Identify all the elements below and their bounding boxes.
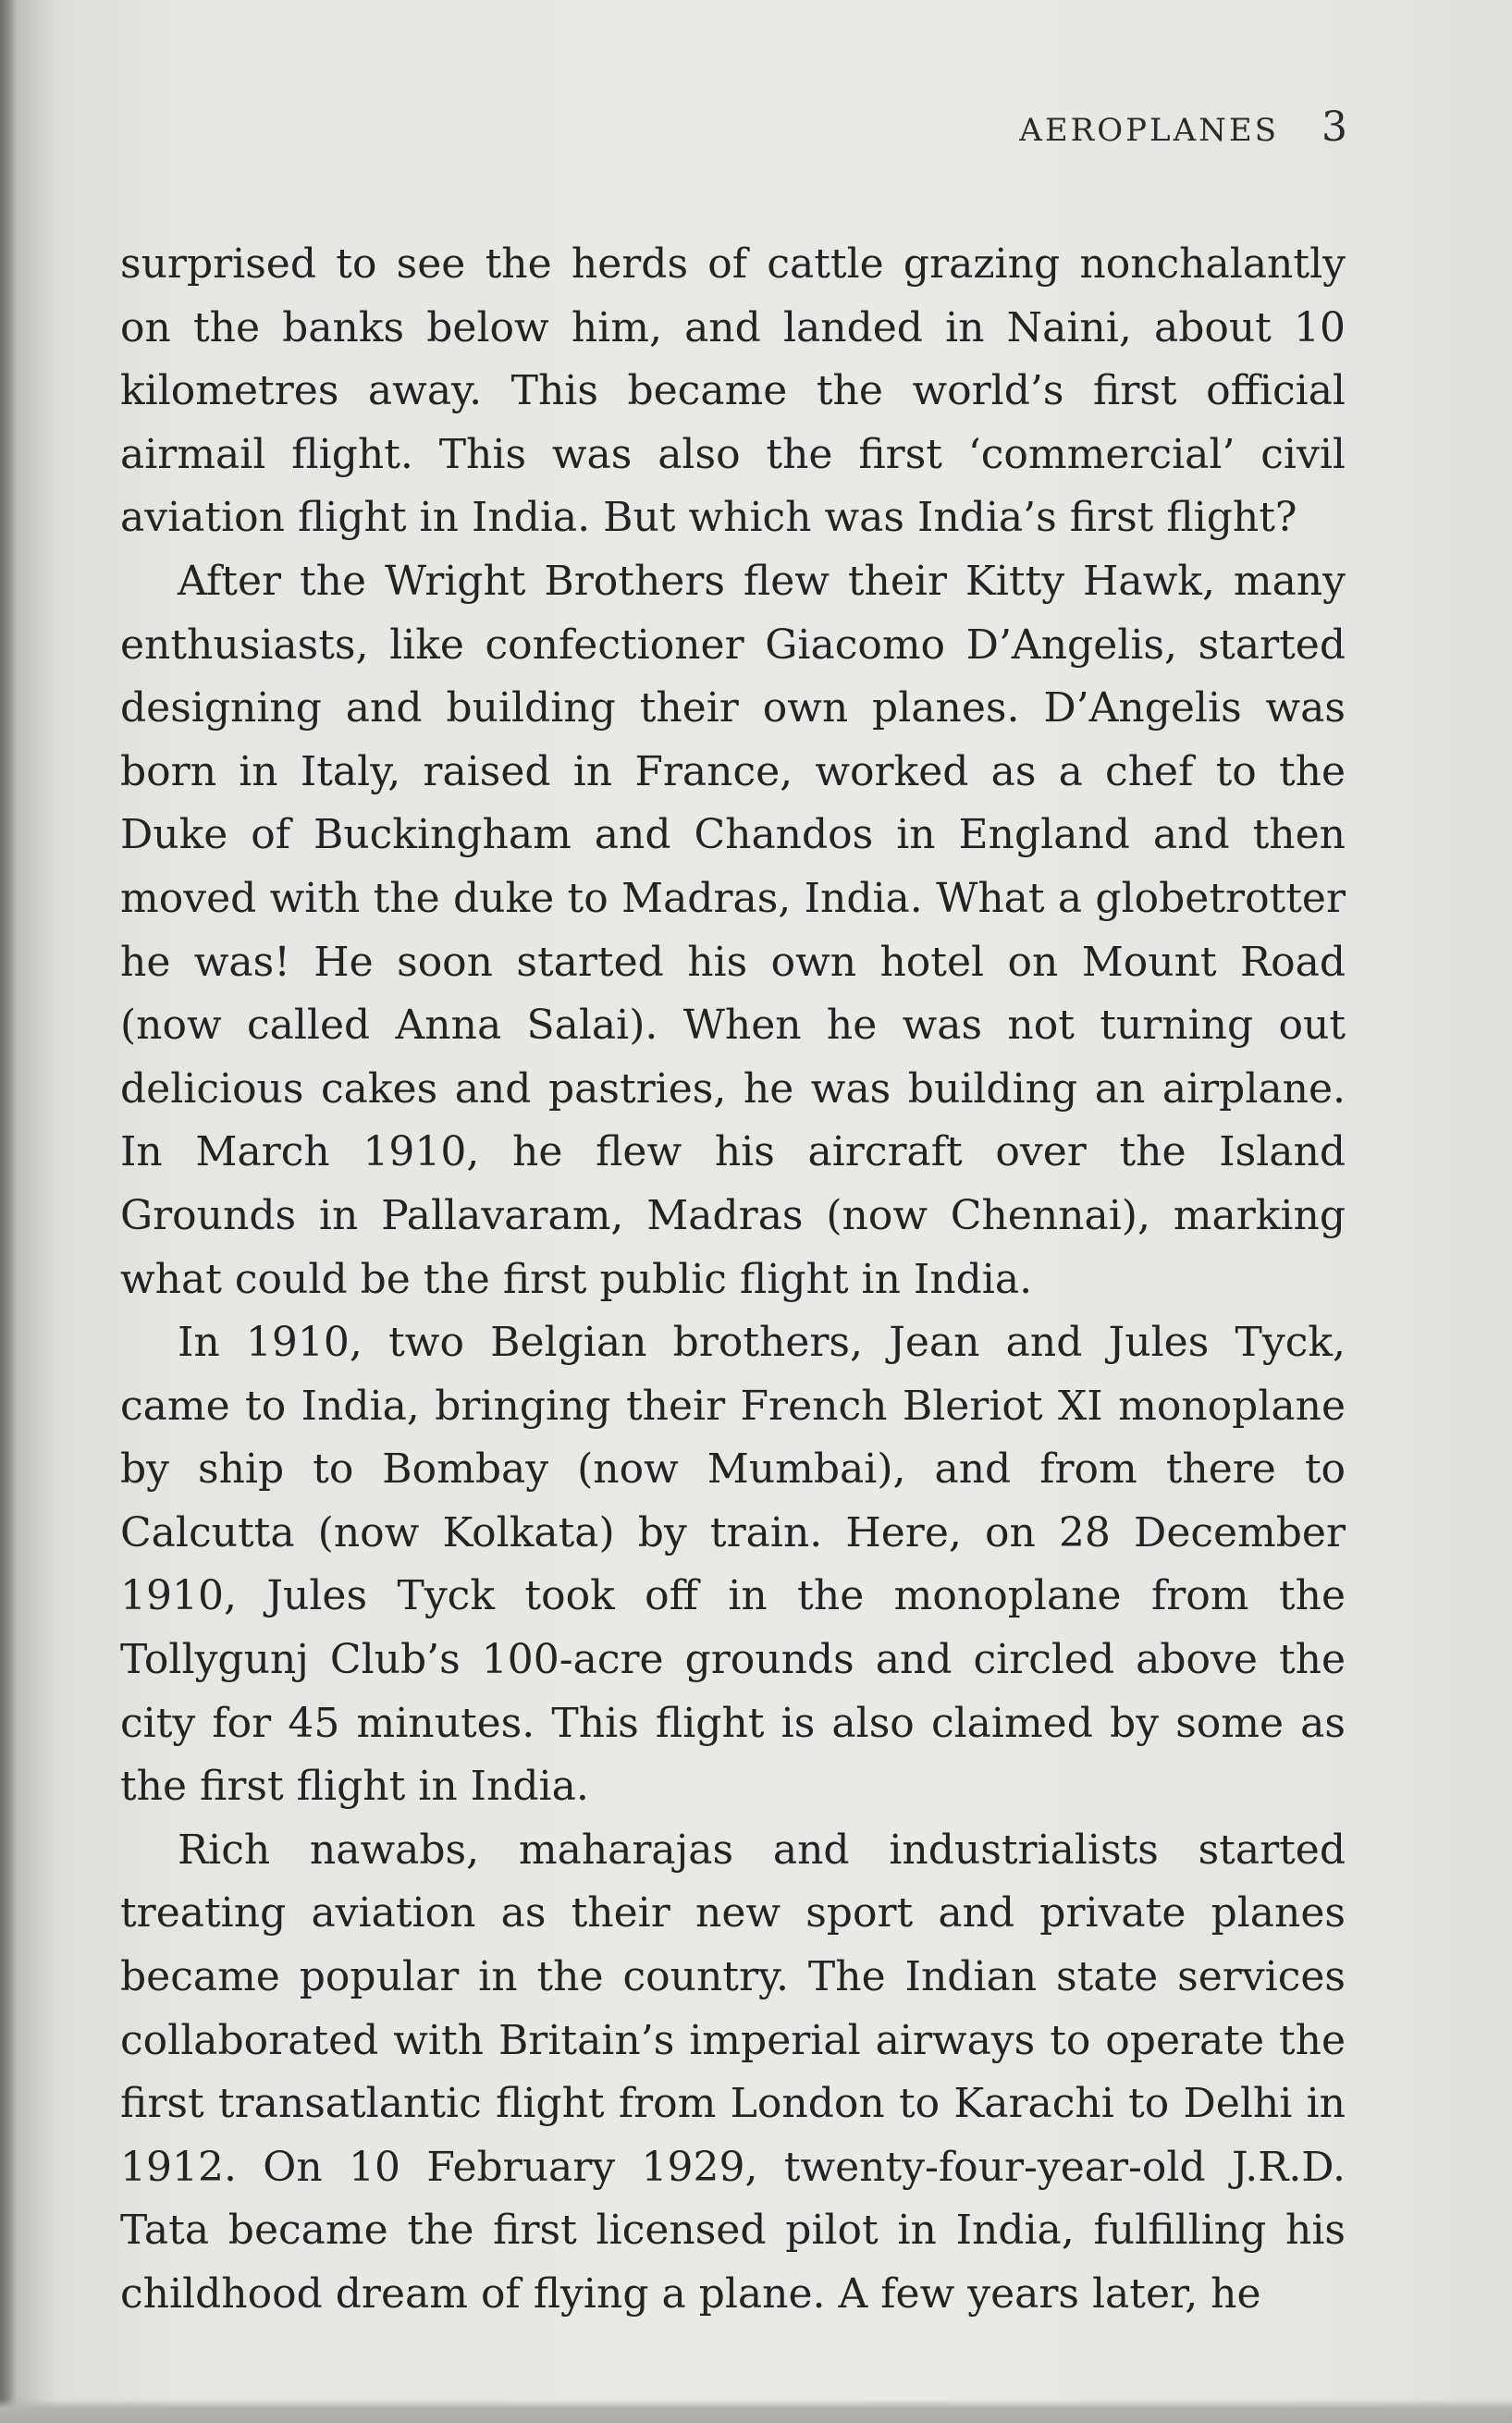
spine-shadow [0, 0, 17, 2423]
paragraph-2: After the Wright Brothers flew their Kitty Hawk, many enthusiasts, like confectioner Giacomo D’Angelis, started designing and building their own planes. D’Angelis was born in Italy, raised in France, worked as a chef to the Duke of Buckingham and Chandos in England and then moved with the duke to Madras, India. What a globetrotter he was! He soon started his own hotel on Mount Road (now called Anna Salai). When he was not turning out delicious cakes and pastries, he was building an airplane. In March 1910, he flew his aircraft over the Island Grounds in Pallavaram, Madras (now Chennai), marking what could be the first public flight in India. [120, 557, 1346, 1303]
running-head [1019, 104, 1347, 151]
paragraph-3: In 1910, two Belgian brothers, Jean and Jules Tyck, came to India, bringing their French Bleriot XI monoplane by ship to Bombay (now Mumbai), and from there to Calcutta (now Kolkata) by train. Here, on 28 December 1910, Jules Tyck took off in the monoplane from the Tollygunj Club’s 100-acre grounds and circled above the city for 45 minutes. This flight is also claimed by some as the first flight in India. [120, 1319, 1346, 1811]
chapter-title: AEROPLANES [1019, 112, 1279, 149]
paragraph-4: Rich nawabs, maharajas and industrialists started treating aviation as their new sport and private planes became popular in the country. The Indian state services collaborated with Britain’s imperial airways to operate the first transatlantic flight from London to Karachi to Delhi in 1912. On 10 February 1929, twenty-four-year-old J.R.D. Tata became the first licensed pilot in India, fulfilling his childhood dream of flying a plane. A few years later, he [120, 1826, 1346, 2318]
page-number: 3 [1321, 104, 1347, 151]
page-bottom-edge [0, 2399, 1512, 2423]
body-text [120, 233, 1346, 2327]
paragraph-1: surprised to see the herds of cattle grazing nonchalantly on the banks below him, and landed in Naini, about 10 kilometres away. This became the world’s first official airmail flight. This was also the first ‘commercial’ civil aviation flight in India. But which was India’s first flight? [120, 240, 1346, 542]
